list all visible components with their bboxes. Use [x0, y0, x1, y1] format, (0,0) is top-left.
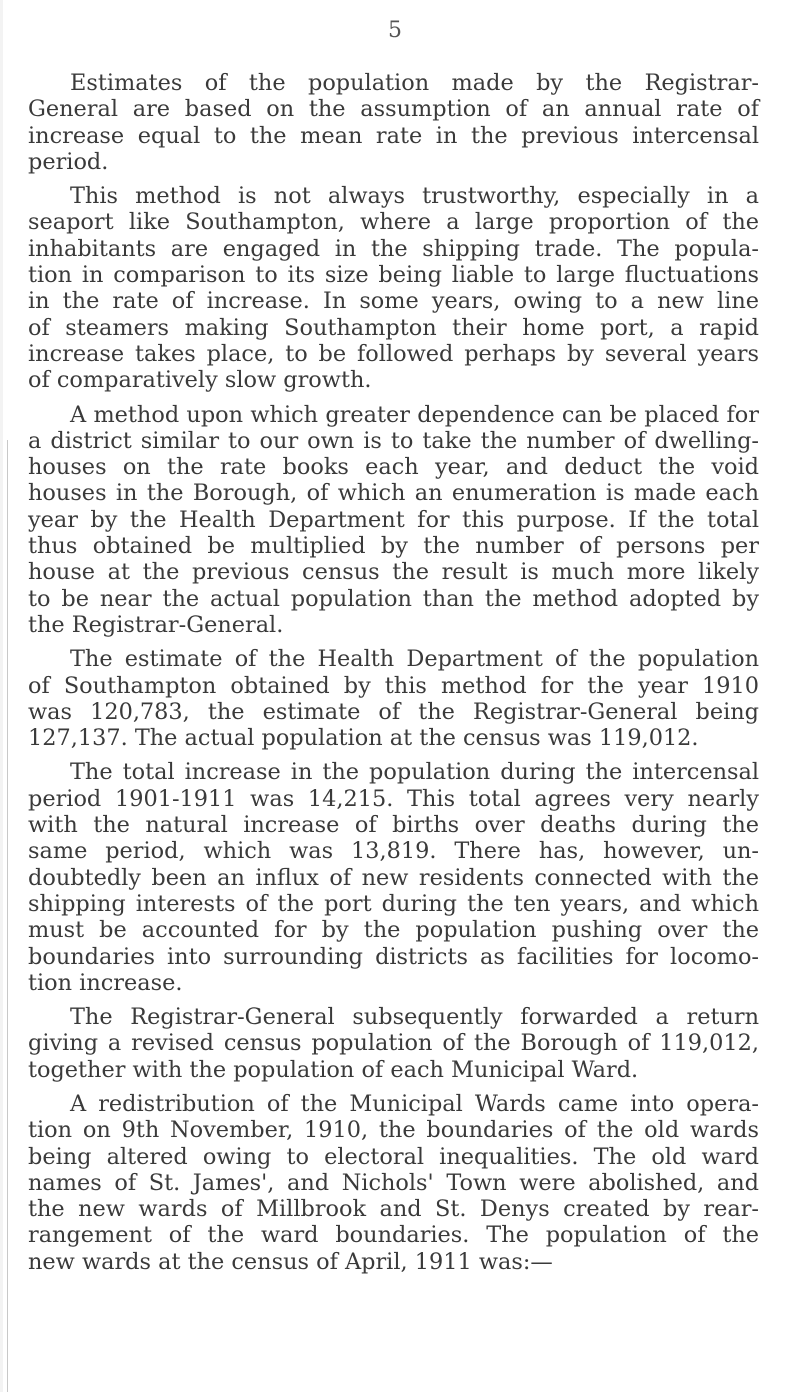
text-line: houses in the Borough, of which an enumeration is made each — [28, 480, 759, 507]
paragraph-gap — [28, 638, 759, 646]
text-line: in the rate of increase. In some years, owing to a new line — [28, 288, 759, 315]
paragraph-gap — [28, 394, 759, 402]
text-line: A method upon which greater dependence can be placed for — [70, 401, 759, 428]
paragraph — [28, 1004, 759, 1083]
body-text — [28, 70, 759, 1275]
gutter-shadow-line — [7, 440, 8, 1392]
paragraph-gap — [28, 751, 759, 759]
text-line: new wards at the census of April, 1911 was:— — [28, 1248, 553, 1275]
paragraph — [28, 183, 759, 393]
paragraph — [28, 1091, 759, 1275]
text-line: period 1901-1911 was 14,215. This total agrees very nearly — [28, 785, 759, 812]
text-line: to be near the actual population than the method adopted by — [28, 585, 759, 612]
text-line: The Registrar-General subsequently forwarded a return — [70, 1004, 759, 1031]
page-binding-edge — [0, 0, 3, 1392]
text-line: of Southampton obtained by this method for the year 1910 — [28, 672, 759, 699]
paragraph — [28, 70, 759, 175]
paragraph-gap — [28, 1083, 759, 1091]
paragraph-gap — [28, 175, 759, 183]
paragraph — [28, 402, 759, 639]
text-line: A redistribution of the Municipal Wards came into opera- — [70, 1090, 759, 1117]
text-line: This method is not always trustworthy, especially in a — [70, 183, 759, 210]
text-line: names of St. James', and Nichols' Town were abolished, and — [28, 1169, 759, 1196]
text-line: Estimates of the population made by the Registrar- — [70, 70, 759, 96]
paragraph-gap — [28, 996, 759, 1004]
text-line: increase takes place, to be followed perhaps by several years — [28, 340, 759, 367]
text-line: period. — [28, 148, 109, 175]
text-line: thus obtained be multiplied by the number of persons per — [28, 533, 759, 560]
text-line: The total increase in the population during the intercensal — [70, 759, 759, 786]
paragraph — [28, 759, 759, 996]
text-line: must be accounted for by the population pushing over the — [28, 917, 759, 944]
text-line: of comparatively slow growth. — [28, 367, 372, 394]
text-line: being altered owing to electoral inequalities. The old ward — [28, 1143, 759, 1170]
page-number: 5 — [388, 18, 402, 43]
text-line: was 120,783, the estimate of the Registrar-General being — [28, 698, 759, 725]
text-line: the Registrar-General. — [28, 611, 284, 638]
text-line: shipping interests of the port during the ten years, and which — [28, 890, 759, 917]
text-line: tion in comparison to its size being liable to large fluctuations — [28, 262, 759, 289]
text-line: The estimate of the Health Department of the population — [70, 646, 759, 673]
text-line: seaport like Southampton, where a large proportion of the — [28, 209, 759, 236]
text-line: tion increase. — [28, 969, 183, 996]
text-line: year by the Health Department for this purpose. If the total — [28, 506, 759, 533]
text-line: the new wards of Millbrook and St. Denys created by rear- — [28, 1196, 759, 1223]
text-line: house at the previous census the result is much more likely — [28, 559, 759, 586]
text-line: boundaries into surrounding districts as facilities for locomo- — [28, 943, 759, 970]
text-line: doubtedly been an influx of new residents connected with the — [28, 864, 759, 891]
text-line: General are based on the assumption of an annual rate of — [28, 96, 759, 123]
text-line: of steamers making Southampton their home port, a rapid — [28, 314, 759, 341]
text-line: same period, which was 13,819. There has, however, un- — [28, 838, 759, 865]
text-line: rangement of the ward boundaries. The population of the — [28, 1222, 759, 1249]
text-line: inhabitants are engaged in the shipping trade. The popula- — [28, 235, 759, 262]
text-line: tion on 9th November, 1910, the boundaries of the old wards — [28, 1117, 759, 1144]
text-line: 127,137. The actual population at the census was 119,012. — [28, 725, 699, 752]
paragraph — [28, 646, 759, 751]
text-line: giving a revised census population of the Borough of 119,012, — [28, 1030, 759, 1057]
text-line: houses on the rate books each year, and deduct the void — [28, 454, 759, 481]
text-line: increase equal to the mean rate in the previous intercensal — [28, 122, 759, 149]
text-line: with the natural increase of births over deaths during the — [28, 812, 759, 839]
text-line: together with the population of each Municipal Ward. — [28, 1056, 639, 1083]
text-line: a district similar to our own is to take the number of dwelling- — [28, 427, 759, 454]
